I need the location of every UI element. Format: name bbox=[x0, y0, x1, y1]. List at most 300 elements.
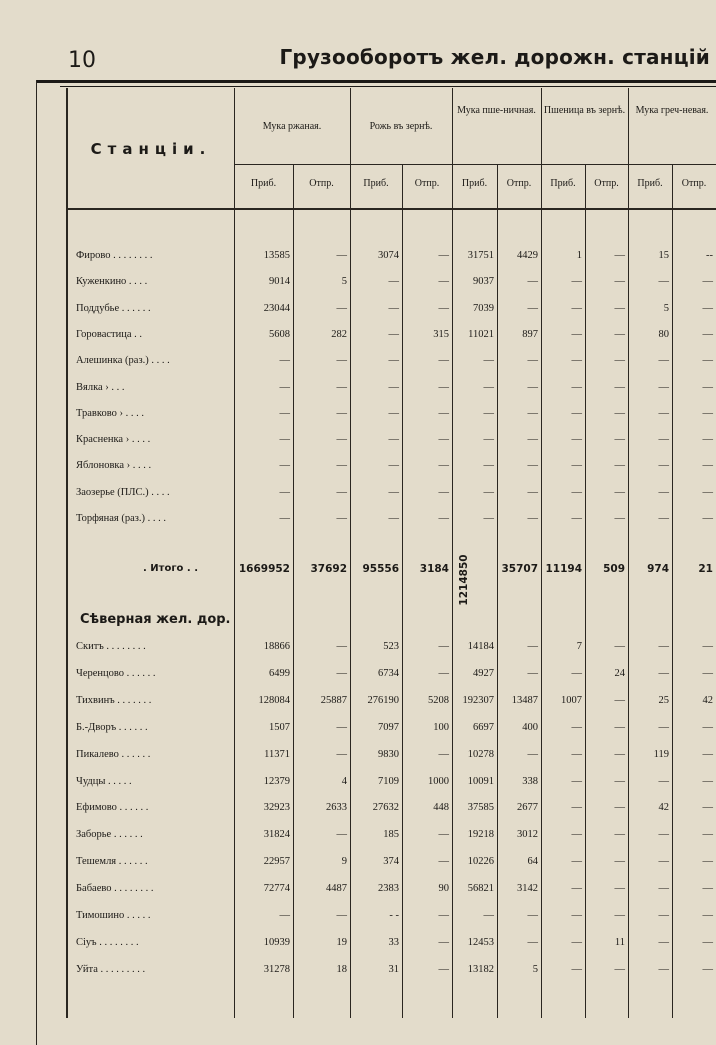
column-group-header: Мука ржаная. bbox=[262, 121, 322, 132]
table-cell: — bbox=[279, 407, 290, 419]
table-cell: — bbox=[571, 721, 582, 733]
table-cell: — bbox=[614, 407, 625, 419]
station-name: Яблоновка › . . . . bbox=[76, 460, 152, 472]
table-cell: — bbox=[658, 276, 669, 288]
table-cell: — bbox=[702, 667, 713, 679]
table-cell: 95556 bbox=[362, 563, 399, 575]
header-divider-sub bbox=[234, 164, 716, 165]
table-cell: — bbox=[336, 460, 347, 472]
table-cell: — bbox=[336, 641, 347, 652]
table-cell: — bbox=[438, 381, 449, 393]
table-cell: — bbox=[336, 829, 347, 841]
table-cell: 9830 bbox=[378, 748, 399, 760]
table-cell: - - bbox=[389, 910, 399, 921]
table-row bbox=[0, 250, 716, 270]
table-cell: — bbox=[527, 355, 538, 367]
table-cell: — bbox=[571, 434, 582, 446]
table-cell: — bbox=[527, 667, 538, 679]
table-cell: — bbox=[388, 381, 399, 393]
table-cell: 12379 bbox=[263, 775, 290, 787]
table-row bbox=[0, 276, 716, 296]
table-cell: 5208 bbox=[428, 694, 449, 706]
table-row bbox=[0, 641, 716, 661]
table-cell: — bbox=[614, 748, 625, 760]
table-cell: — bbox=[527, 434, 538, 446]
table-cell: — bbox=[527, 748, 538, 760]
table-cell: — bbox=[527, 641, 538, 652]
table-cell: — bbox=[614, 460, 625, 472]
station-name: Б.-Дворъ . . . . . . bbox=[76, 721, 148, 733]
table-cell: — bbox=[388, 434, 399, 446]
table-cell: 5608 bbox=[269, 328, 290, 340]
table-cell: 5 bbox=[532, 963, 538, 975]
table-cell: — bbox=[279, 486, 290, 498]
table-cell: 37692 bbox=[310, 563, 347, 575]
table-cell: 13487 bbox=[511, 694, 538, 706]
table-cell: — bbox=[702, 328, 713, 340]
table-cell: 19218 bbox=[467, 829, 494, 841]
table-cell: — bbox=[571, 829, 582, 841]
table-left-border bbox=[66, 88, 68, 1018]
table-cell: — bbox=[571, 910, 582, 921]
table-cell: 10091 bbox=[467, 775, 494, 787]
table-cell: — bbox=[702, 381, 713, 393]
table-cell: — bbox=[658, 460, 669, 472]
table-cell: — bbox=[483, 486, 494, 498]
table-row bbox=[0, 749, 716, 769]
table-cell: — bbox=[571, 963, 582, 975]
table-cell: 22957 bbox=[263, 856, 290, 868]
table-cell: 523 bbox=[383, 641, 399, 652]
table-cell: — bbox=[336, 434, 347, 446]
table-row bbox=[0, 937, 716, 957]
table-cell: — bbox=[388, 486, 399, 498]
table-cell: 374 bbox=[383, 856, 399, 868]
table-row bbox=[0, 382, 716, 402]
table-cell: 35707 bbox=[501, 563, 538, 575]
table-cell: — bbox=[388, 355, 399, 367]
table-cell: 338 bbox=[522, 775, 538, 787]
table-cell: 31751 bbox=[467, 250, 494, 261]
table-cell: — bbox=[438, 460, 449, 472]
table-cell: — bbox=[702, 513, 713, 524]
table-cell: 10939 bbox=[263, 936, 290, 948]
table-cell: 13182 bbox=[467, 963, 494, 975]
table-cell: — bbox=[438, 302, 449, 314]
table-cell: — bbox=[571, 775, 582, 787]
table-cell: — bbox=[527, 381, 538, 393]
table-cell: — bbox=[614, 250, 625, 261]
group-divider bbox=[541, 88, 542, 1018]
table-cell: — bbox=[483, 910, 494, 921]
table-row bbox=[0, 856, 716, 876]
table-cell: — bbox=[702, 434, 713, 446]
page-number: 10 bbox=[68, 48, 96, 73]
table-cell: 31 bbox=[388, 963, 399, 975]
table-cell: — bbox=[571, 856, 582, 868]
table-cell: 11 bbox=[614, 936, 625, 948]
station-name: Красненка › . . . . bbox=[76, 434, 151, 446]
table-cell: 282 bbox=[331, 328, 347, 340]
table-cell: 42 bbox=[658, 802, 669, 814]
table-cell: — bbox=[571, 802, 582, 814]
table-row bbox=[0, 434, 716, 454]
table-row bbox=[0, 695, 716, 715]
table-cell: — bbox=[658, 434, 669, 446]
table-cell: 3184 bbox=[419, 563, 449, 575]
station-name: Черенцово . . . . . . bbox=[76, 667, 156, 679]
table-cell: — bbox=[438, 250, 449, 261]
table-cell: 7097 bbox=[378, 721, 399, 733]
station-name: Алешинка (раз.) . . . . bbox=[76, 355, 170, 367]
station-name: Горовастица . . bbox=[76, 328, 143, 340]
table-row bbox=[0, 883, 716, 903]
table-cell: 100 bbox=[433, 721, 449, 733]
column-subheader: Отпр. bbox=[414, 178, 440, 189]
table-cell: 1507 bbox=[269, 721, 290, 733]
table-cell: 128084 bbox=[258, 694, 290, 706]
table-cell: — bbox=[658, 883, 669, 895]
table-cell: — bbox=[614, 910, 625, 921]
table-cell: — bbox=[336, 355, 347, 367]
station-name: Сіуъ . . . . . . . . bbox=[76, 936, 139, 948]
column-subheader: Приб. bbox=[550, 178, 576, 189]
table-cell: — bbox=[483, 460, 494, 472]
station-name: Вялка › . . . bbox=[76, 381, 125, 393]
table-cell: 9 bbox=[341, 856, 347, 868]
table-row bbox=[0, 964, 716, 984]
table-cell: 4 bbox=[341, 775, 347, 787]
station-name: Уйта . . . . . . . . . bbox=[76, 963, 146, 975]
table-cell: — bbox=[702, 936, 713, 948]
table-cell: — bbox=[527, 460, 538, 472]
table-cell: — bbox=[614, 513, 625, 524]
station-name: Поддубье . . . . . . bbox=[76, 302, 151, 314]
table-cell: — bbox=[279, 910, 290, 921]
table-cell: 27632 bbox=[372, 802, 399, 814]
column-subheader: Отпр. bbox=[506, 178, 532, 189]
table-cell: — bbox=[483, 407, 494, 419]
header-rule-thin bbox=[60, 86, 716, 87]
table-cell: — bbox=[438, 829, 449, 841]
table-cell: — bbox=[527, 486, 538, 498]
table-cell: 3012 bbox=[517, 829, 538, 841]
table-cell: 897 bbox=[522, 328, 538, 340]
table-cell: 90 bbox=[438, 883, 449, 895]
table-cell: — bbox=[614, 328, 625, 340]
table-cell: — bbox=[658, 355, 669, 367]
table-cell: — bbox=[658, 963, 669, 975]
table-cell: 31278 bbox=[263, 963, 290, 975]
table-cell: — bbox=[483, 381, 494, 393]
table-cell: — bbox=[336, 667, 347, 679]
station-name: Ефимово . . . . . . bbox=[76, 802, 149, 814]
table-cell: — bbox=[483, 513, 494, 524]
header-divider-bottom bbox=[66, 208, 716, 210]
table-cell: — bbox=[658, 667, 669, 679]
total-vertical-value bbox=[456, 540, 472, 620]
table-cell: — bbox=[438, 641, 449, 652]
table-cell: 6499 bbox=[269, 667, 290, 679]
table-cell: 11021 bbox=[468, 328, 494, 340]
table-cell: 18866 bbox=[263, 641, 290, 652]
table-cell: — bbox=[702, 883, 713, 895]
table-cell: — bbox=[702, 775, 713, 787]
table-cell: — bbox=[438, 667, 449, 679]
table-cell: — bbox=[336, 302, 347, 314]
table-cell: — bbox=[527, 407, 538, 419]
table-row bbox=[0, 460, 716, 480]
table-cell: — bbox=[658, 513, 669, 524]
table-cell: — bbox=[658, 641, 669, 652]
table-cell: — bbox=[702, 276, 713, 288]
table-row bbox=[0, 829, 716, 849]
table-cell: — bbox=[571, 407, 582, 419]
table-row bbox=[0, 408, 716, 428]
table-cell: — bbox=[702, 641, 713, 652]
table-cell: 3074 bbox=[378, 250, 399, 261]
table-cell: — bbox=[702, 856, 713, 868]
table-cell: — bbox=[614, 856, 625, 868]
table-cell: 315 bbox=[433, 328, 449, 340]
station-name: Торфяная (раз.) . . . . bbox=[76, 513, 167, 524]
table-cell: 5 bbox=[663, 302, 669, 314]
table-cell: 25 bbox=[658, 694, 669, 706]
table-cell: — bbox=[571, 883, 582, 895]
table-cell: 14184 bbox=[467, 641, 494, 652]
table-cell: — bbox=[438, 963, 449, 975]
table-cell: — bbox=[571, 302, 582, 314]
table-cell: — bbox=[614, 381, 625, 393]
table-cell: — bbox=[388, 276, 399, 288]
table-cell: — bbox=[571, 355, 582, 367]
table-cell: — bbox=[702, 302, 713, 314]
station-name: Заборье . . . . . . bbox=[76, 829, 143, 841]
station-name: Тимошино . . . . . bbox=[76, 910, 151, 921]
table-cell: — bbox=[702, 748, 713, 760]
table-cell: — bbox=[527, 276, 538, 288]
column-subheader: Отпр. bbox=[309, 178, 334, 189]
table-cell: 56821 bbox=[467, 883, 494, 895]
table-cell: — bbox=[483, 355, 494, 367]
table-cell: 3142 bbox=[517, 883, 538, 895]
table-cell: — bbox=[571, 276, 582, 288]
station-name: Бабаево . . . . . . . . bbox=[76, 883, 154, 895]
column-group-header: Мука пше-ничная. bbox=[457, 105, 536, 116]
header-rule bbox=[36, 80, 716, 83]
table-cell: — bbox=[279, 513, 290, 524]
table-row bbox=[0, 776, 716, 796]
table-row bbox=[0, 668, 716, 688]
table-cell: — bbox=[438, 513, 449, 524]
table-cell: — bbox=[336, 748, 347, 760]
table-cell: — bbox=[658, 721, 669, 733]
table-cell: — bbox=[571, 381, 582, 393]
table-cell: — bbox=[571, 936, 582, 948]
table-cell: — bbox=[702, 721, 713, 733]
table-cell: 2633 bbox=[326, 802, 347, 814]
table-cell: — bbox=[438, 407, 449, 419]
table-cell: — bbox=[527, 936, 538, 948]
table-cell: — bbox=[571, 667, 582, 679]
table-cell: 10226 bbox=[467, 856, 494, 868]
table-row bbox=[0, 802, 716, 822]
station-name: Пикалево . . . . . . bbox=[76, 748, 151, 760]
station-name: . Итого . . bbox=[143, 563, 198, 574]
table-cell: — bbox=[336, 910, 347, 921]
table-cell: — bbox=[614, 434, 625, 446]
table-cell: — bbox=[279, 381, 290, 393]
table-row bbox=[0, 355, 716, 375]
table-cell: — bbox=[658, 856, 669, 868]
table-cell: — bbox=[438, 910, 449, 921]
table-cell: — bbox=[388, 328, 399, 340]
table-cell: 64 bbox=[527, 856, 538, 868]
column-group-header: Пшеница въ зернѣ. bbox=[543, 105, 626, 116]
station-name: Куженкино . . . . bbox=[76, 276, 148, 288]
table-cell: — bbox=[438, 748, 449, 760]
table-cell: — bbox=[702, 460, 713, 472]
table-cell: — bbox=[614, 829, 625, 841]
table-cell: — bbox=[658, 486, 669, 498]
table-cell: 23044 bbox=[263, 302, 290, 314]
table-cell: 2677 bbox=[517, 802, 538, 814]
column-subheader: Отпр. bbox=[681, 178, 707, 189]
table-cell: 1 bbox=[576, 250, 582, 261]
table-cell: — bbox=[658, 829, 669, 841]
table-row bbox=[0, 722, 716, 742]
table-cell: — bbox=[614, 694, 625, 706]
table-cell: — bbox=[388, 513, 399, 524]
table-cell: — bbox=[483, 434, 494, 446]
page-title: Грузооборотъ жел. дорожн. станцій bbox=[279, 45, 710, 69]
table-cell: 276190 bbox=[367, 694, 399, 706]
table-cell: 7 bbox=[576, 641, 582, 652]
column-subheader: Приб. bbox=[250, 178, 277, 189]
table-cell: — bbox=[279, 434, 290, 446]
table-cell: 448 bbox=[433, 802, 449, 814]
table-cell: — bbox=[438, 355, 449, 367]
table-cell: 4487 bbox=[326, 883, 347, 895]
table-cell: 33 bbox=[388, 936, 399, 948]
table-cell: — bbox=[571, 748, 582, 760]
table-cell: — bbox=[571, 486, 582, 498]
table-cell: 2383 bbox=[378, 883, 399, 895]
table-cell: — bbox=[614, 963, 625, 975]
table-cell: — bbox=[614, 302, 625, 314]
table-cell: — bbox=[702, 486, 713, 498]
table-cell: 509 bbox=[603, 563, 625, 575]
station-name: Заозерье (ПЛС.) . . . . bbox=[76, 486, 170, 498]
table-cell: — bbox=[527, 513, 538, 524]
table-cell: — bbox=[438, 486, 449, 498]
table-cell: — bbox=[336, 721, 347, 733]
total-vertical-text: 1214850 bbox=[458, 554, 470, 606]
table-cell: 1000 bbox=[428, 775, 449, 787]
column-subheader: Приб. bbox=[461, 178, 488, 189]
table-cell: — bbox=[614, 775, 625, 787]
column-group-header: Рожь въ зернѣ. bbox=[369, 121, 433, 132]
table-cell: 6734 bbox=[378, 667, 399, 679]
table-cell: 19 bbox=[336, 936, 347, 948]
table-cell: — bbox=[438, 434, 449, 446]
table-cell: 13585 bbox=[263, 250, 290, 261]
table-cell: — bbox=[279, 355, 290, 367]
table-cell: 42 bbox=[702, 694, 713, 706]
table-cell: — bbox=[702, 829, 713, 841]
table-cell: — bbox=[527, 302, 538, 314]
table-cell: 11194 bbox=[545, 563, 582, 575]
group-divider bbox=[350, 88, 351, 1018]
table-cell: 80 bbox=[658, 328, 669, 340]
table-cell: — bbox=[614, 721, 625, 733]
table-cell: — bbox=[658, 936, 669, 948]
table-cell: 32923 bbox=[263, 802, 290, 814]
table-cell: — bbox=[658, 910, 669, 921]
table-row bbox=[0, 329, 716, 349]
table-cell: — bbox=[388, 407, 399, 419]
table-row bbox=[0, 487, 716, 507]
table-row bbox=[0, 513, 716, 533]
table-cell: 6697 bbox=[473, 721, 494, 733]
table-cell: 974 bbox=[647, 563, 669, 575]
section-title: Сѣверная жел. дор. bbox=[80, 612, 231, 627]
table-cell: — bbox=[571, 513, 582, 524]
table-cell: — bbox=[702, 407, 713, 419]
table-cell: 9037 bbox=[473, 276, 494, 288]
table-cell: — bbox=[658, 381, 669, 393]
total-row bbox=[0, 563, 716, 583]
table-cell: 25887 bbox=[320, 694, 347, 706]
table-cell: — bbox=[614, 641, 625, 652]
table-cell: — bbox=[336, 407, 347, 419]
table-cell: 4927 bbox=[473, 667, 494, 679]
table-cell: 119 bbox=[653, 748, 669, 760]
station-name: Травково › . . . . bbox=[76, 407, 144, 419]
station-header: Станціи. bbox=[90, 140, 212, 158]
table-cell: — bbox=[614, 802, 625, 814]
station-name: Скитъ . . . . . . . . bbox=[76, 641, 146, 652]
column-group-header: Мука греч-невая. bbox=[635, 105, 709, 116]
table-cell: — bbox=[571, 460, 582, 472]
table-cell: — bbox=[702, 802, 713, 814]
group-divider bbox=[452, 88, 453, 1018]
table-cell: 7039 bbox=[473, 302, 494, 314]
table-cell: 21 bbox=[698, 563, 713, 575]
table-cell: 72774 bbox=[263, 883, 290, 895]
station-name: Фирово . . . . . . . . bbox=[76, 250, 153, 261]
table-cell: 4429 bbox=[517, 250, 538, 261]
table-cell: 18 bbox=[336, 963, 347, 975]
table-cell: 1007 bbox=[561, 694, 582, 706]
table-cell: — bbox=[571, 328, 582, 340]
group-divider bbox=[628, 88, 629, 1018]
table-cell: 31824 bbox=[263, 829, 290, 841]
table-cell: — bbox=[388, 302, 399, 314]
table-cell: — bbox=[336, 486, 347, 498]
table-left-border-inner bbox=[234, 88, 235, 1018]
table-cell: 37585 bbox=[467, 802, 494, 814]
table-cell: 7109 bbox=[378, 775, 399, 787]
table-row bbox=[0, 303, 716, 323]
station-name: Чудцы . . . . . bbox=[76, 775, 132, 787]
table-cell: — bbox=[438, 936, 449, 948]
table-cell: — bbox=[336, 250, 347, 261]
table-cell: — bbox=[702, 910, 713, 921]
station-name: Тихвинъ . . . . . . . bbox=[76, 694, 152, 706]
table-cell: — bbox=[279, 460, 290, 472]
table-cell: 192307 bbox=[462, 694, 494, 706]
